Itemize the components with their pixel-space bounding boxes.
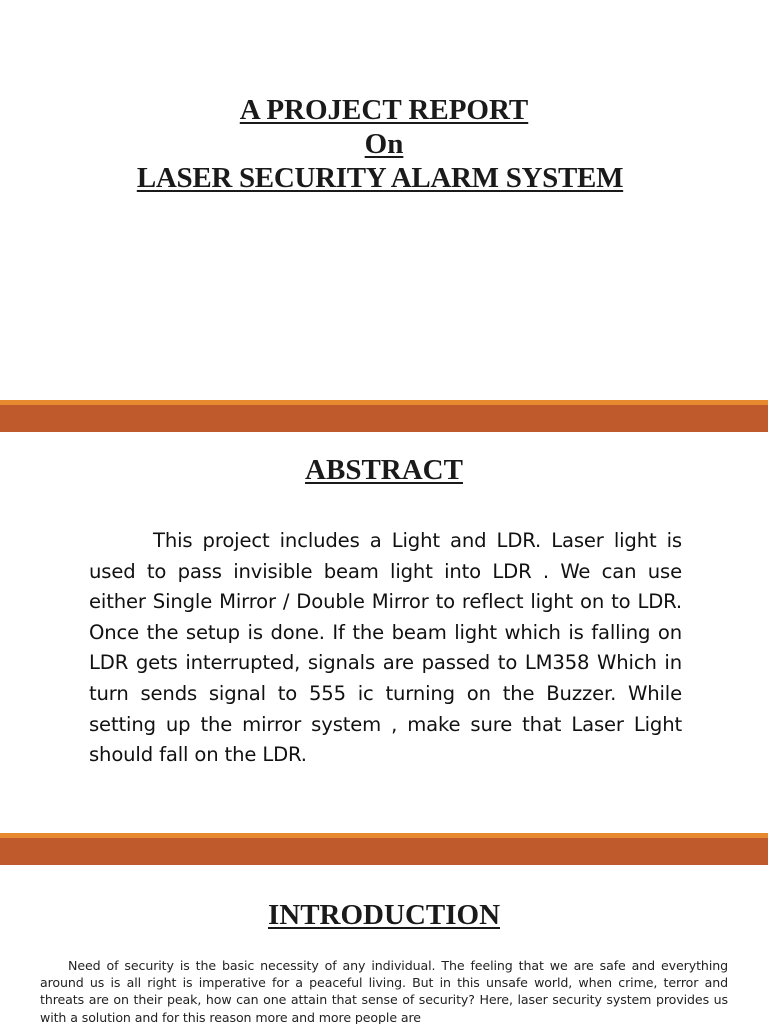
abstract-body: This project includes a Light and LDR. Laser light is used to pass invisible beam light into LDR . We can use either Single Mirror / Double Mirror to reflect light on to LDR. Once the setup is done. If the beam light which is falling on LDR gets interrupted, signals are passed to LM358 Which in turn sends signal to 555 ic turning on the Buzzer. While setting up the mirror system , make sure that Laser Light should fall on the LDR.	[89, 529, 682, 767]
introduction-body: Need of security is the basic necessity of any individual. The feeling that we are safe and everything around us is all right is imperative for a peaceful living. But in this unsafe world, when crime, terror and threats are on their peak, how can one attain that sense of security? Here, laser security system provides us with a solution and for this reason more and more people are	[40, 958, 728, 1024]
slide-divider	[0, 400, 768, 432]
title-line-project-report: A PROJECT REPORT	[239, 94, 529, 126]
title-line-project-name: LASER SECURITY ALARM SYSTEM	[136, 162, 624, 194]
divider-stripe	[0, 400, 768, 405]
abstract-heading: ABSTRACT	[305, 454, 463, 486]
abstract-slide	[0, 432, 768, 832]
cover-slide	[0, 0, 768, 400]
report-title	[0, 93, 768, 195]
slide-divider	[0, 833, 768, 865]
introduction-slide	[0, 865, 768, 1024]
introduction-heading: INTRODUCTION	[267, 899, 501, 931]
title-line-on: On	[364, 128, 404, 160]
divider-stripe	[0, 833, 768, 838]
